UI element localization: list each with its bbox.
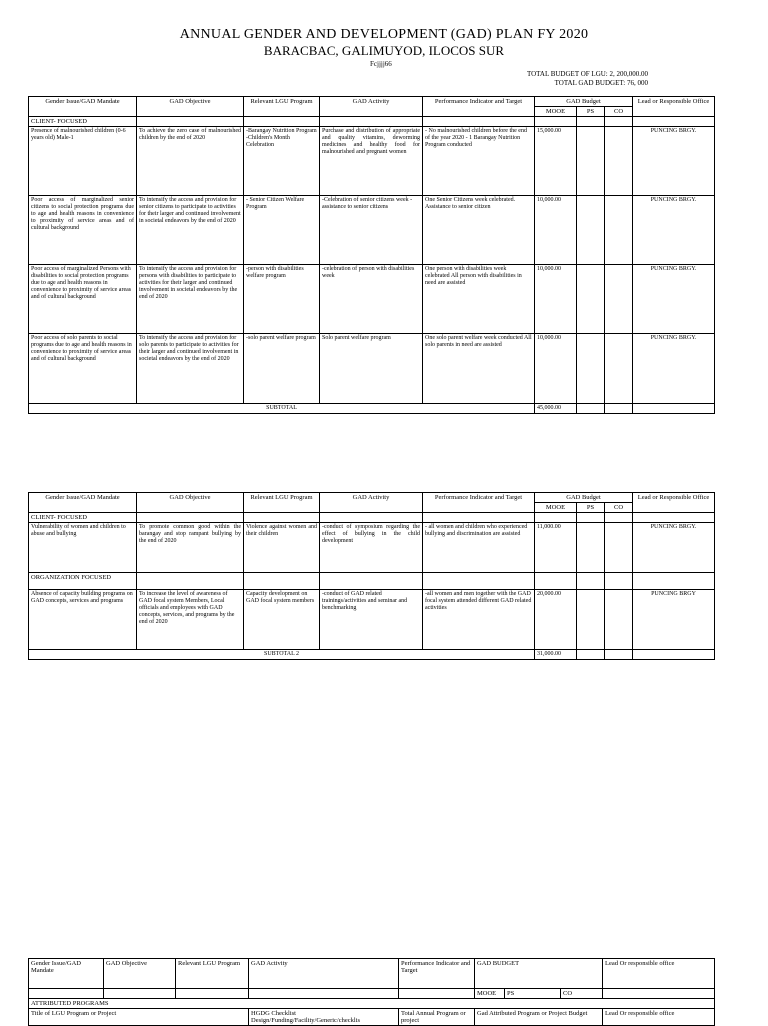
table-row [29, 127, 715, 196]
mooe-cell: 11,000.00 [535, 523, 577, 573]
indicator-cell: One solo parent welfare week conducted All solo parents in need are assisted [423, 334, 535, 404]
gad-plan-table-2 [28, 492, 715, 660]
activity-cell: -Celebration of senior citizens week -assistance to senior citizens [320, 196, 423, 265]
header-activity: GAD Activity [320, 97, 423, 117]
table-header-row [29, 97, 715, 107]
table-row [29, 590, 715, 650]
mooe-cell: 20,000.00 [535, 590, 577, 650]
table-header-row [29, 959, 715, 989]
header-ps: PS [577, 503, 605, 513]
program-cell: -person with disabilities welfare program [244, 265, 320, 334]
objective-cell: To promote common good within the barangay and stop rampant bullying by the end of 2020 [137, 523, 244, 573]
section-organization-focused: ORGANIZATION FOCUSED [29, 573, 137, 590]
handwritten-note: Fcjjjj66 [370, 60, 392, 68]
indicator-cell: -all women and men together with the GAD focal system attended different GAD related activities [423, 590, 535, 650]
header-mooe: MOOE [475, 989, 505, 999]
issue-cell: Absence of capacity building programs on GAD concepts, services and programs [29, 590, 137, 650]
indicator-cell: - No malnourished children before the end of the year 2020 - 1 Barangay Nutrition Program conducted [423, 127, 535, 196]
indicator-cell: One Senior Citizens week celebrated. Assistance to senior citizen [423, 196, 535, 265]
header-objective: GAD Objective [137, 493, 244, 513]
program-cell: Violence against women and their children [244, 523, 320, 573]
objective-cell: To increase the level of awareness of GAD focal system Members, Local officials and employees with GAD concepts, services, and programs by the end of 2020 [137, 590, 244, 650]
office-cell: PUNCING BRGY. [633, 127, 715, 196]
indicator-cell: One person with disabilities week celebrated All person with disabilities in need are assisted [423, 265, 535, 334]
indicator-cell: - all women and children who experienced bullying and discrimination are assisted [423, 523, 535, 573]
issue-cell: Vulnerability of women and children to abuse and bullying [29, 523, 137, 573]
total-budget-lgu: TOTAL BUDGET OF LGU: 2, 200,000.00 [526, 70, 648, 78]
header-hgdg: HGDG Checklist Design/Funding/Facility/Generic/checklis [249, 1009, 399, 1026]
table-row [29, 523, 715, 573]
header-title-program: Title of LGU Program or Project [29, 1009, 249, 1026]
table-row [29, 196, 715, 265]
header-program: Relevant LGU Program [176, 959, 249, 989]
header-ps: PS [505, 989, 561, 999]
section-client-focused: CLIENT- FOCUSED [29, 513, 137, 523]
header-issue: Gender Issue/GAD Mandate [29, 493, 137, 513]
header-ps: PS [577, 107, 605, 117]
header-office: Lead Or responsible office [603, 959, 715, 989]
section-attributed-programs: ATTRIBUTED PROGRAMS [29, 999, 715, 1009]
office-cell: PUNCING BRGY [633, 590, 715, 650]
header-indicator: Performance Indicator and Target [423, 97, 535, 117]
objective-cell: To achieve the zero case of malnourished children by the end of 2020 [137, 127, 244, 196]
program-cell: -solo parent welfare program [244, 334, 320, 404]
total-gad-budget: TOTAL GAD BUDGET: 76, 000 [554, 79, 648, 87]
header-gad-attributed: Gad Attributed Program or Project Budget [475, 1009, 603, 1026]
mooe-cell: 10,000.00 [535, 334, 577, 404]
objective-cell: To intensify the access and provision for solo parents to participate to activities for their larger and continued involvement in societal endeavors by the end of 2020 [137, 334, 244, 404]
document-subtitle: BARACBAC, GALIMUYOD, ILOCOS SUR [263, 43, 505, 58]
subtotal-label: SUBTOTAL 2 [29, 650, 535, 660]
header-budget: GAD Budget [535, 97, 633, 107]
program-cell: Capacity development on GAD focal system members [244, 590, 320, 650]
header-issue: Gender Issue/GAD Mandate [29, 959, 104, 989]
header-co: CO [561, 989, 603, 999]
issue-cell: Poor access of solo parents to social programs due to age and health reasons in convenience to proximity of service areas and of cultural background [29, 334, 137, 404]
activity-cell: Solo parent welfare program [320, 334, 423, 404]
subtotal-value: 31,000.00 [535, 650, 577, 660]
mooe-cell: 10,000.00 [535, 265, 577, 334]
program-cell: -Barangay Nutrition Program -Children's Month Celebration [244, 127, 320, 196]
header-co: CO [605, 503, 633, 513]
subtotal-value: 45,000.00 [535, 404, 577, 414]
attributed-programs-table [28, 958, 715, 1026]
office-cell: PUNCING BRGY. [633, 196, 715, 265]
table-row [29, 265, 715, 334]
office-cell: PUNCING BRGY. [633, 265, 715, 334]
header-mooe: MOOE [535, 107, 577, 117]
header-activity: GAD Activity [320, 493, 423, 513]
table-row [29, 334, 715, 404]
office-cell: PUNCING BRGY. [633, 334, 715, 404]
mooe-cell: 10,000.00 [535, 196, 577, 265]
header-office: Lead or Responsible Office [633, 97, 715, 117]
header-co: CO [605, 107, 633, 117]
section-client-focused: CLIENT- FOCUSED [29, 117, 137, 127]
header-budget: GAD BUDGET [475, 959, 603, 989]
mooe-cell: 15,000.00 [535, 127, 577, 196]
issue-cell: Poor access of marginalized senior citizens to social protection programs due to age and health reasons in convenience to proximity of service areas and of cultural background [29, 196, 137, 265]
header-mooe: MOOE [535, 503, 577, 513]
header-program: Relevant LGU Program [244, 493, 320, 513]
header-office: Lead or Responsible Office [633, 493, 715, 513]
header-total-annual: Total Annual Program or project [399, 1009, 475, 1026]
program-cell: - Senior Citizen Welfare Program [244, 196, 320, 265]
objective-cell: To intensify the access and provision for senior citizens to participate to activities for their larger and continued involvement in societal endeavors by the end of 2020 [137, 196, 244, 265]
issue-cell: Presence of malnourished children (0-6 years old) Male-1 [29, 127, 137, 196]
activity-cell: Purchase and distribution of appropriate and quality vitamins, deworming medicines and healthy food for malnourished and pregnant women [320, 127, 423, 196]
document-title: ANNUAL GENDER AND DEVELOPMENT (GAD) PLAN FY 2020 [179, 27, 589, 42]
gad-plan-table-1 [28, 96, 715, 414]
header-indicator: Performance Indicator and Target [399, 959, 475, 989]
activity-cell: -conduct of symposium regarding the effect of bullying in the child development [320, 523, 423, 573]
activity-cell: -conduct of GAD related trainings/activities and seminar and benchmarking [320, 590, 423, 650]
header-issue: Gender Issue/GAD Mandate [29, 97, 137, 117]
header-budget: GAD Budget [535, 493, 633, 503]
activity-cell: -celebration of person with disabilities week [320, 265, 423, 334]
subtotal-row [29, 650, 715, 660]
issue-cell: Poor access of marginalized Persons with disabilities to social protection programs due to age and health reasons in convenience to proximity of service areas and of cultural background [29, 265, 137, 334]
header-objective: GAD Objective [104, 959, 176, 989]
header-program: Relevant LGU Program [244, 97, 320, 117]
header-objective: GAD Objective [137, 97, 244, 117]
objective-cell: To intensify the access and provision for persons with disabilities to participate to activities for their larger and continued involvement in societal endeavors by the end of 2020 [137, 265, 244, 334]
table-header-row [29, 493, 715, 503]
subtotal-row [29, 404, 715, 414]
header-office-2: Lead Or responsible office [603, 1009, 715, 1026]
subtotal-label: SUBTOTAL [29, 404, 535, 414]
office-cell: PUNCING BRGY. [633, 523, 715, 573]
header-indicator: Performance Indicator and Target [423, 493, 535, 513]
header-activity: GAD Activity [249, 959, 399, 989]
